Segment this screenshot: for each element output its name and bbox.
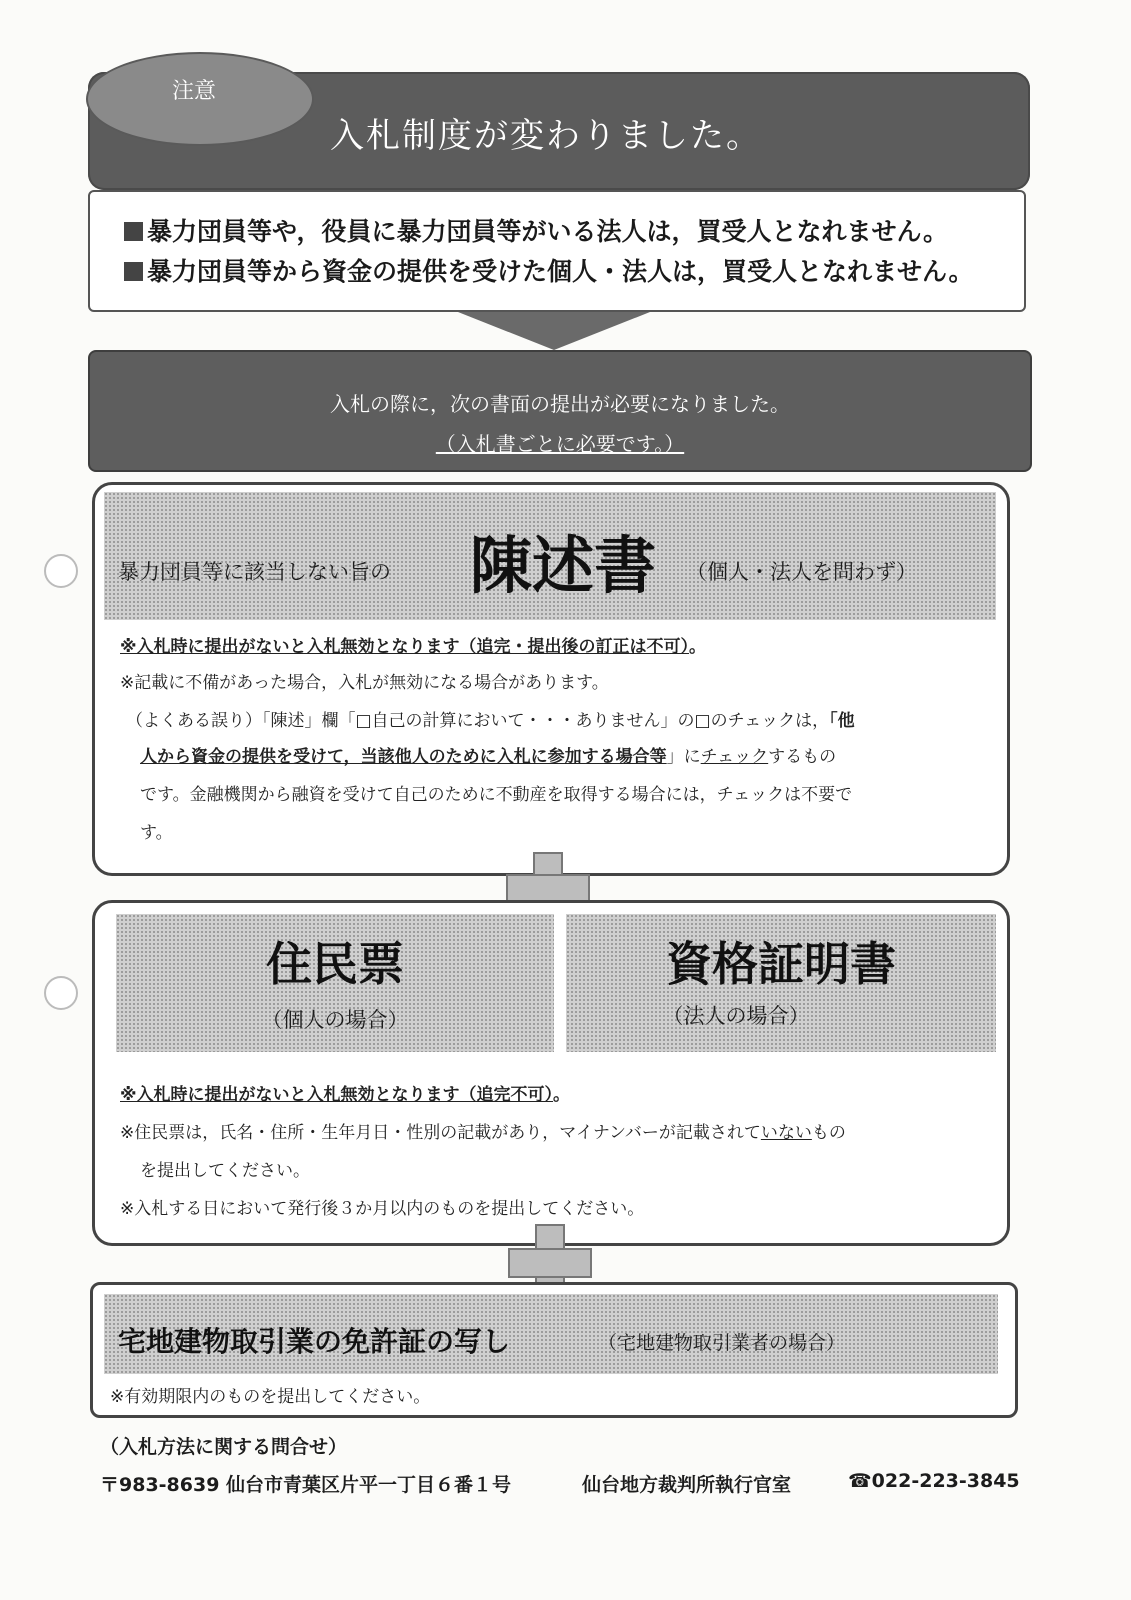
statement-note: す。 <box>140 823 173 843</box>
statement-prefix: 暴力団員等に該当しない旨の <box>118 560 391 584</box>
resident-subtitle: （個人の場合） <box>261 1008 409 1032</box>
statement-note: ※入札時に提出がないと入札無効となります（追完・提出後の訂正は不可）。 <box>120 637 707 657</box>
qualification-subtitle: （法人の場合） <box>662 1004 810 1028</box>
plus-icon <box>537 1250 563 1276</box>
punch-hole <box>44 976 78 1010</box>
statement-note: （よくある誤り）「陳述」欄「□自己の計算において・・・ありません」の□のチェックは，「他 <box>126 711 855 731</box>
resident-title: 住民票 <box>266 937 404 991</box>
rule-item <box>124 252 974 288</box>
square-bullet-icon <box>124 262 143 281</box>
contact-office: 仙台地方裁判所執行官室 <box>582 1474 792 1496</box>
rule-item <box>124 212 948 248</box>
statement-suffix: （個人・法人を問わず） <box>686 560 917 584</box>
punch-hole <box>44 554 78 588</box>
qualification-title: 資格証明書 <box>666 937 896 991</box>
contact-address: 〒983-8639 仙台市青葉区片平一丁目６番１号 <box>100 1474 512 1496</box>
statement-note: 人から資金の提供を受けて，当該他人のために入札に参加する場合等」にチェックするもの <box>140 747 837 767</box>
phone-icon: ☎ <box>848 1470 872 1492</box>
page-title: 入札制度が変わりました。 <box>330 116 762 156</box>
license-title: 宅地建物取引業の免許証の写し <box>118 1325 511 1358</box>
license-note: ※有効期限内のものを提出してください。 <box>110 1387 431 1407</box>
rules-box <box>88 190 1026 312</box>
rule-text: 暴力団員等から資金の提供を受けた個人・法人は，買受人となれません。 <box>147 257 974 286</box>
statement-note: です。金融機関から融資を受けて自己のために不動産を取得する場合には，チェックは不要で <box>140 785 853 805</box>
contact-phone: ☎022-223-3845 <box>848 1470 1020 1492</box>
license-subtitle: （宅地建物取引業者の場合） <box>598 1332 846 1354</box>
statement-title: 陳述書 <box>470 529 657 602</box>
square-bullet-icon <box>124 222 143 241</box>
notice-label: 注意 <box>172 79 217 104</box>
contact-heading: （入札方法に関する問合せ） <box>100 1436 348 1458</box>
rule-text: 暴力団員等や，役員に暴力団員等がいる法人は，買受人となれません。 <box>147 217 949 246</box>
statement-note: ※記載に不備があった場合，入札が無効になる場合があります。 <box>120 673 609 693</box>
documents-note: を提出してください。 <box>140 1161 310 1181</box>
arrow-down-icon <box>458 312 650 350</box>
requirement-subtext: （入札書ごとに必要です。） <box>435 432 685 456</box>
plus-icon <box>535 876 561 902</box>
requirement-text: 入札の際に，次の書面の提出が必要になりました。 <box>330 392 790 416</box>
documents-note: ※入札する日において発行後３か月以内のものを提出してください。 <box>120 1199 645 1219</box>
documents-note: ※住民票は，氏名・住所・生年月日・性別の記載があり，マイナンバーが記載されていないもの <box>120 1123 846 1143</box>
documents-note: ※入札時に提出がないと入札無効となります（追完不可）。 <box>120 1085 571 1105</box>
